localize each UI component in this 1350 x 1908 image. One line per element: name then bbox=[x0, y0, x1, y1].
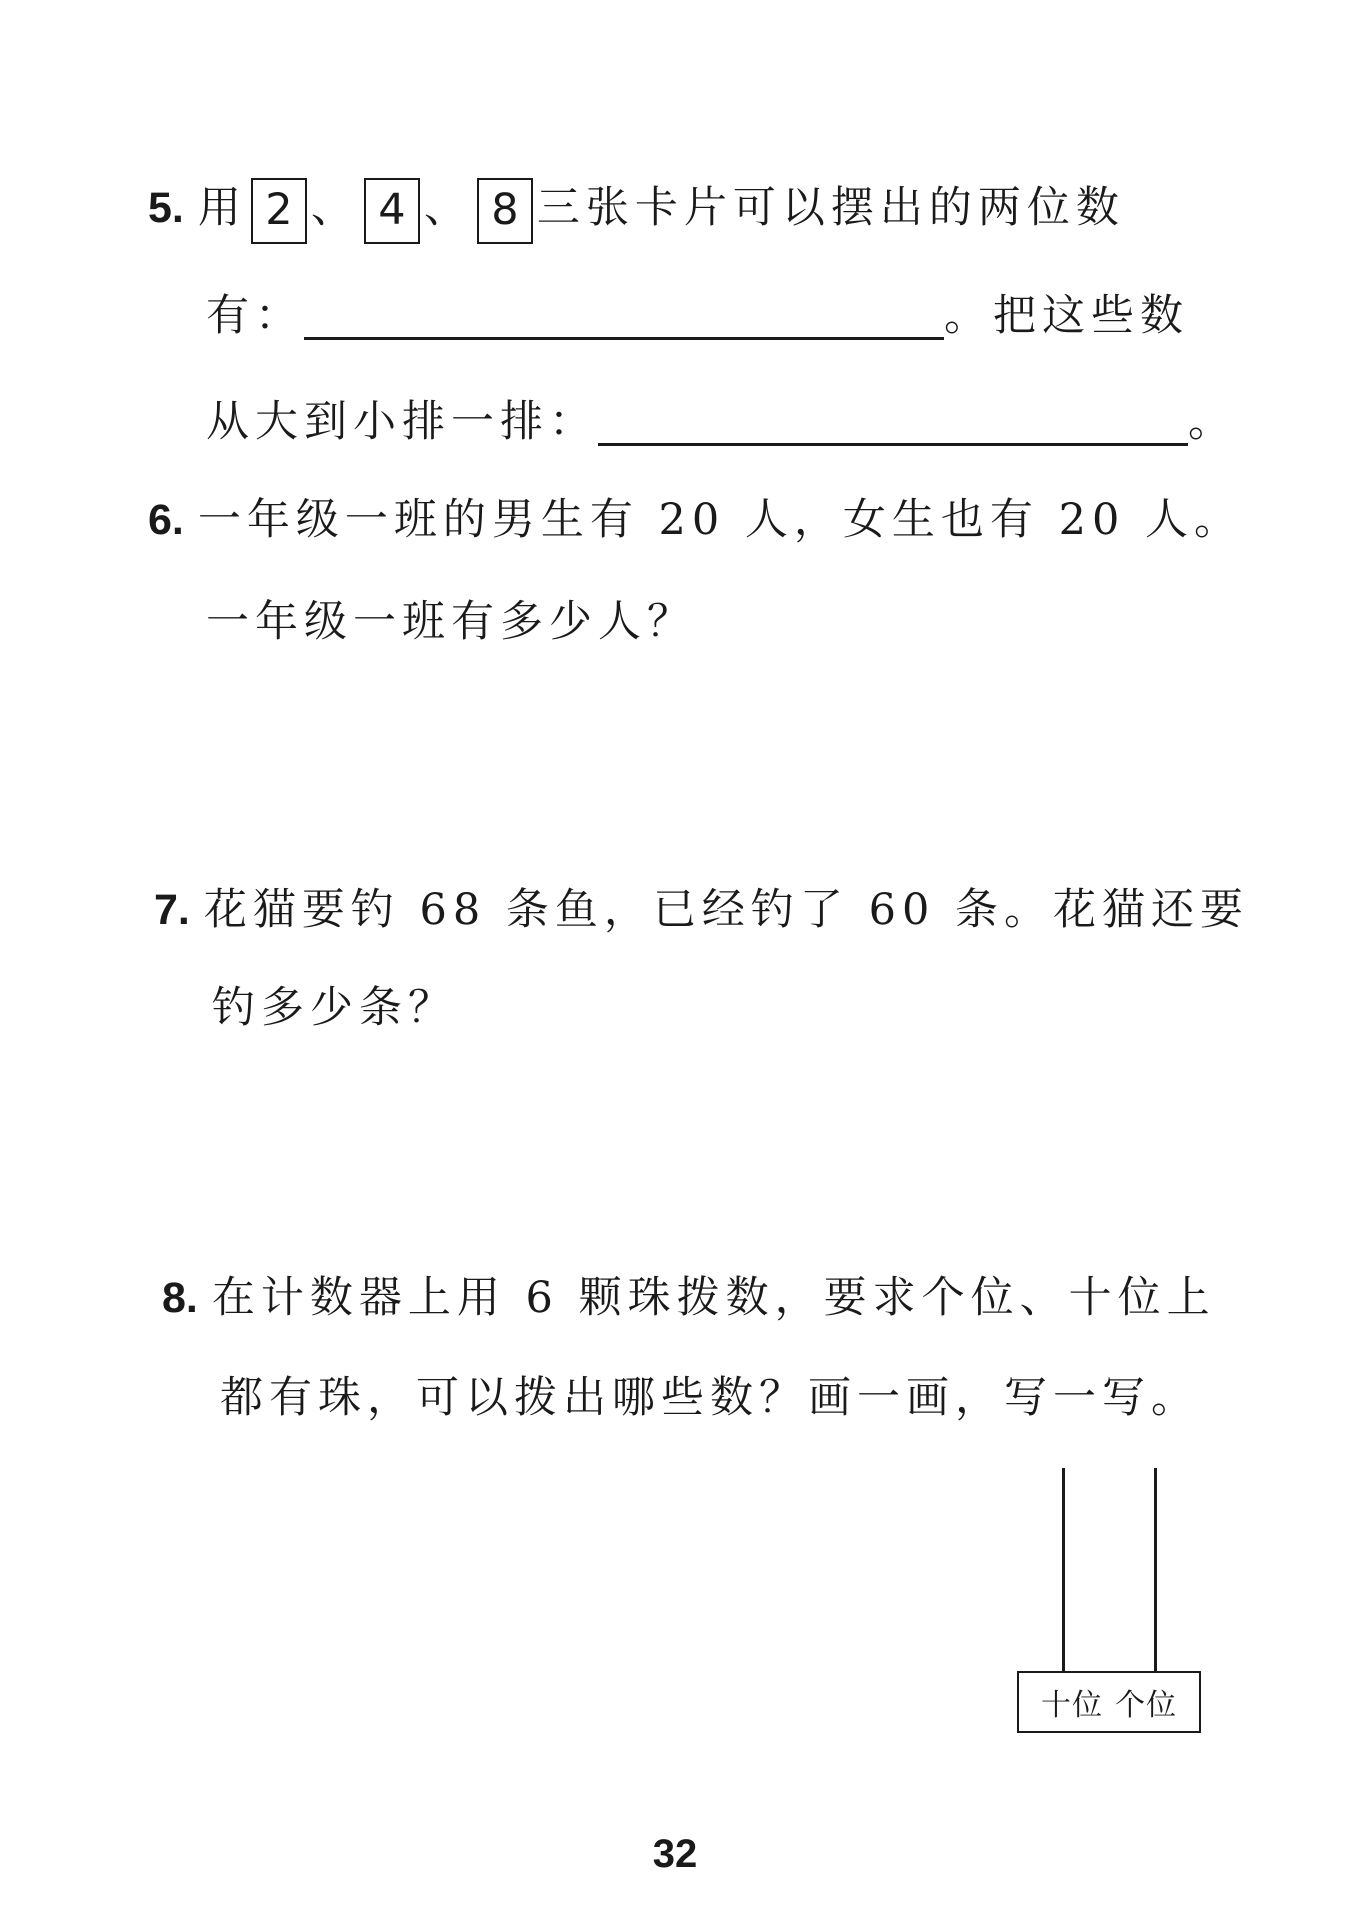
q5-line2-prefix: 有： bbox=[206, 291, 304, 341]
q8-text-1: 在计数器上用 6 颗珠拨数，要求个位、十位上 bbox=[211, 1273, 1216, 1323]
q5-line2-suffix: 。把这些数 bbox=[944, 291, 1189, 341]
answer-blank-ordered[interactable] bbox=[598, 399, 1188, 446]
abacus-base bbox=[1017, 1671, 1201, 1733]
q6-line2 bbox=[206, 592, 696, 652]
abacus-rod-tens bbox=[1062, 1468, 1065, 1672]
q5-line2 bbox=[206, 286, 1189, 346]
q7-text-1: 花猫要钓 68 条鱼，已经钓了 60 条。花猫还要 bbox=[203, 885, 1249, 935]
q6-line1 bbox=[148, 490, 1243, 550]
abacus-rod-ones bbox=[1154, 1468, 1157, 1672]
answer-blank-numbers[interactable] bbox=[304, 293, 944, 340]
q8-line2 bbox=[220, 1368, 1200, 1428]
q5-line1-suffix: 三张卡片可以摆出的两位数 bbox=[536, 183, 1125, 233]
q6-text-2: 一年级一班有多少人？ bbox=[206, 597, 696, 647]
q8-line1 bbox=[162, 1268, 1216, 1328]
card-4: 4 bbox=[364, 178, 420, 244]
q5-number: 5. bbox=[148, 184, 184, 232]
q6-number: 6. bbox=[148, 496, 184, 544]
card-2: 2 bbox=[251, 178, 307, 244]
page-number: 32 bbox=[652, 1832, 698, 1876]
q6-text-1: 一年级一班的男生有 20 人，女生也有 20 人。 bbox=[197, 495, 1243, 545]
q5-sep-2: 、 bbox=[423, 183, 473, 233]
card-8: 8 bbox=[477, 178, 533, 244]
q5-line3-suffix: 。 bbox=[1188, 397, 1237, 447]
q5-line1 bbox=[148, 178, 1125, 244]
q7-number: 7. bbox=[154, 886, 190, 934]
q5-line3-prefix: 从大到小排一排： bbox=[206, 397, 598, 447]
q7-line2 bbox=[212, 978, 457, 1038]
q5-prefix: 用 bbox=[197, 183, 247, 233]
q7-text-2: 钓多少条？ bbox=[212, 983, 457, 1033]
abacus-tens-label: 十位 bbox=[1041, 1688, 1103, 1723]
q8-text-2: 都有珠，可以拨出哪些数？画一画，写一写。 bbox=[220, 1373, 1200, 1423]
q7-line1 bbox=[154, 880, 1249, 940]
q5-line3 bbox=[206, 392, 1237, 452]
q5-sep-1: 、 bbox=[310, 183, 360, 233]
q8-number: 8. bbox=[162, 1274, 198, 1322]
abacus-ones-label: 个位 bbox=[1115, 1688, 1177, 1723]
